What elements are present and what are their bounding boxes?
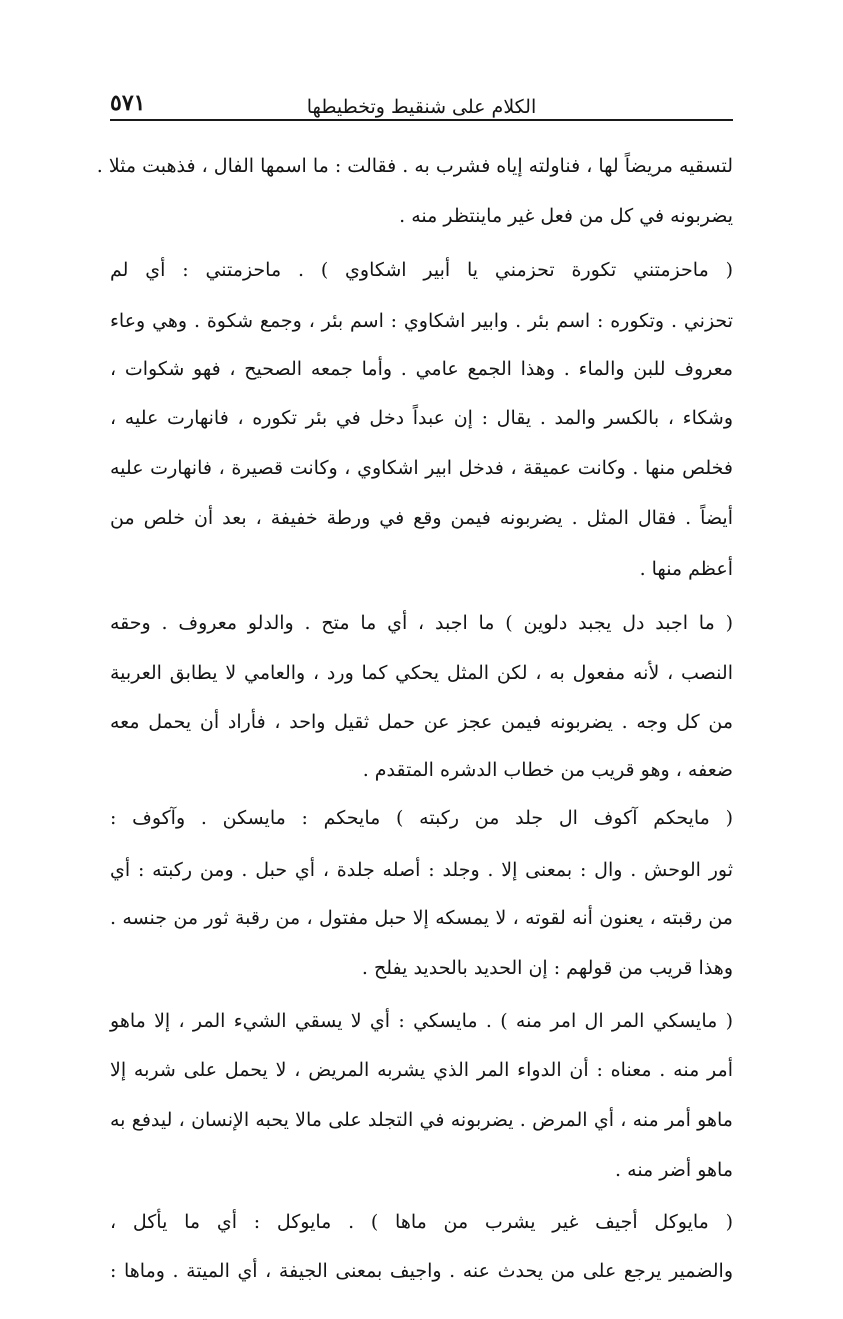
text-line: يضربونه في كل من فعل غير ماينتظر منه . — [399, 205, 733, 227]
text-line: والضمير يرجع على من يحدث عنه . واجيف بمعنى الجيفة ، أي الميتة . وماها : — [110, 1260, 733, 1282]
text-line: ( مايسكي المر ال امر منه ) . مايسكي : أي لا يسقي الشيء المر ، إلا ماهو — [110, 1010, 733, 1032]
text-line: أيضاً . فقال المثل . يضربونه فيمن وقع في ورطة خفيفة ، بعد أن خلص من — [110, 507, 733, 529]
text-line: أعظم منها . — [639, 558, 733, 580]
text-line: ( مايوكل أجيف غير يشرب من ماها ) . مايوكل : أي ما يأكل ، — [110, 1211, 733, 1233]
text-line: وهذا قريب من قولهم : إن الحديد بالحديد يفلح . — [361, 957, 733, 979]
text-line: ماهو أمر منه ، أي المرض . يضربونه في التجلد على مالا يحبه الإنسان ، ليدفع به — [110, 1109, 733, 1131]
text-line: أمر منه . معناه : أن الدواء المر الذي يشربه المريض ، لا يحمل على شربه إلا — [110, 1059, 733, 1081]
text-line: تحزني . وتكوره : اسم بئر . وابير اشكاوي : اسم بئر ، وجمع شكوة . وهي وعاء — [110, 310, 733, 332]
text-line: من كل وجه . يضربونه فيمن عجز عن حمل ثقيل واحد ، فأراد أن يحمل معه — [110, 711, 733, 733]
text-line: النصب ، لأنه مفعول به ، لكن المثل يحكي كما ورد ، والعامي لا يطابق العربية — [110, 662, 733, 684]
text-line: ضعفه ، وهو قريب من خطاب الدشره المتقدم . — [362, 759, 733, 781]
text-line: ( ما اجبد دل يجبد دلوين ) ما اجبد ، أي ما متح . والدلو معروف . وحقه — [110, 612, 733, 634]
text-line: معروف للبن والماء . وهذا الجمع عامي . وأما جمعه الصحيح ، فهو شكوات ، — [110, 358, 733, 380]
text-line: ثور الوحش . وال : بمعنى إلا . وجلد : أصله جلدة ، أي حبل . ومن ركبته : أي — [110, 859, 733, 881]
text-line: من رقبته ، يعنون أنه لقوته ، لا يمسكه إلا حبل مفتول ، من رقبة ثور من جنسه . — [110, 907, 733, 929]
header-title: الكلام على شنقيط وتخطيطها — [306, 96, 537, 118]
text-line: ( ماحزمتني تكورة تحزمني يا أبير اشكاوي ) . ماحزمتني : أي لم — [110, 259, 733, 281]
text-line: لتسقيه مريضاً لها ، فناولته إياه فشرب به . فقالت : ما اسمها الفال ، فذهبت مثلا . — [96, 155, 733, 177]
text-line: ( مايحكم آكوف ال جلد من ركبته ) مايحكم : مايسكن . وآكوف : — [110, 807, 733, 829]
text-line: وشكاء ، بالكسر والمد . يقال : إن عبداً دخل في بئر تكوره ، فانهارت عليه ، — [110, 407, 733, 429]
text-line: ماهو أضر منه . — [615, 1159, 733, 1181]
text-line: فخلص منها . وكانت عميقة ، فدخل ابير اشكاوي ، وكانت قصيرة ، فانهارت عليه — [110, 457, 733, 479]
page-number: ٥٧١ — [110, 90, 146, 116]
